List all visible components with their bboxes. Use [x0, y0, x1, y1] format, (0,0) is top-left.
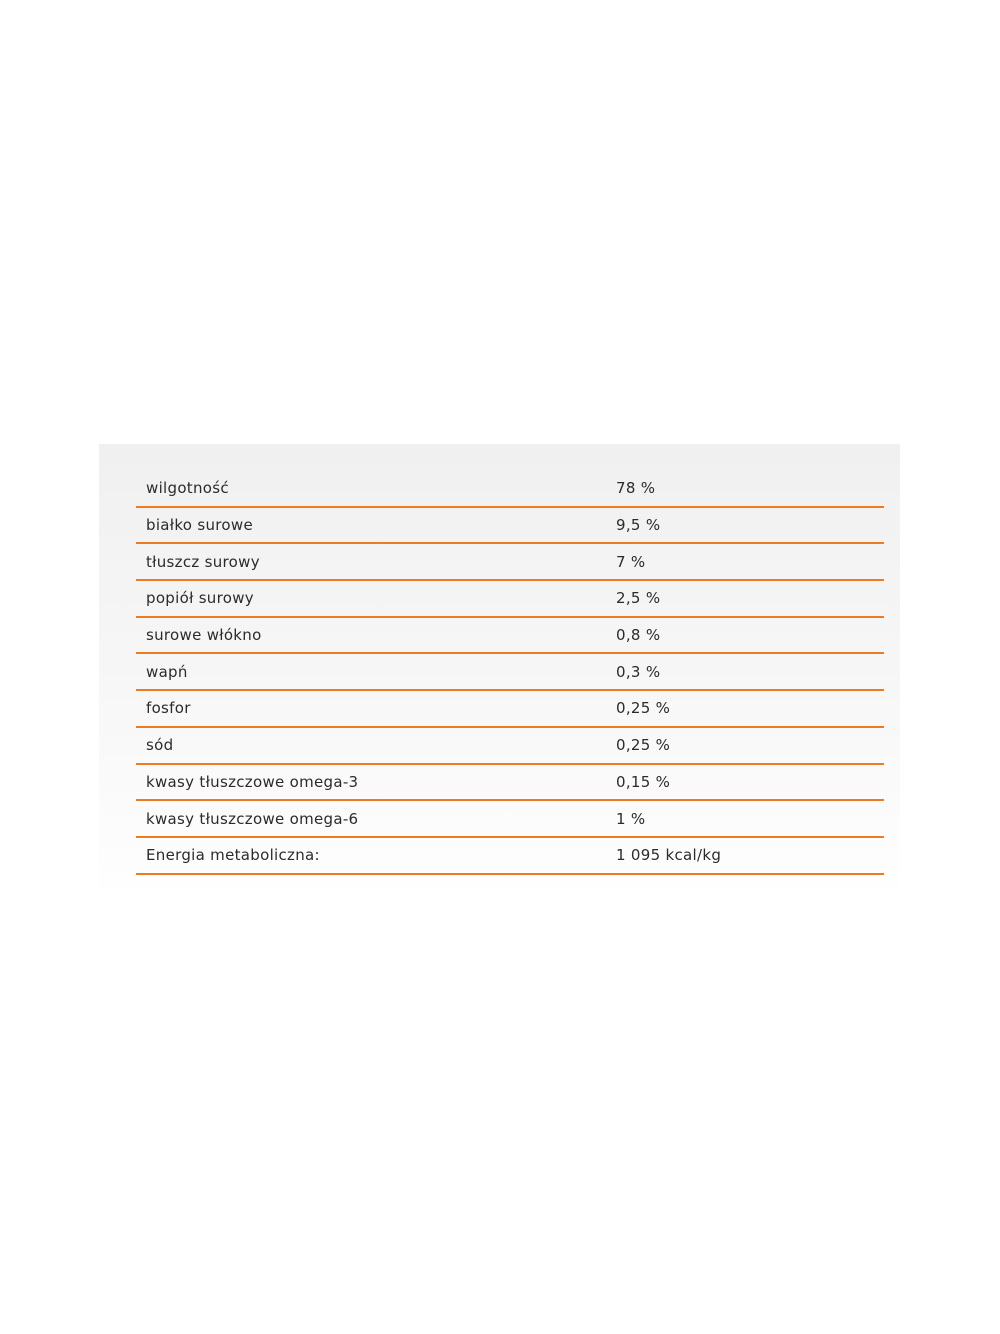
nutrient-value: 0,3 % [616, 662, 661, 681]
nutrient-name: Energia metaboliczna: [146, 846, 320, 865]
nutrient-value: 9,5 % [616, 516, 661, 535]
nutrient-value: 7 % [616, 552, 646, 571]
nutrient-name: białko surowe [146, 516, 253, 535]
table-row [136, 581, 884, 618]
nutrient-value: 0,25 % [616, 699, 671, 718]
nutrient-value: 0,8 % [616, 626, 661, 645]
nutrient-value: 1 095 kcal/kg [616, 846, 722, 865]
nutrient-name: surowe włókno [146, 626, 262, 645]
table-row [136, 618, 884, 655]
table-row [136, 801, 884, 838]
table-row [136, 544, 884, 581]
nutrient-value: 0,15 % [616, 772, 671, 791]
nutrient-name: popiół surowy [146, 589, 254, 608]
table-row [136, 765, 884, 802]
nutrient-name: kwasy tłuszczowe omega-6 [146, 809, 359, 828]
nutrient-value: 2,5 % [616, 589, 661, 608]
table-row [136, 728, 884, 765]
table-row [136, 508, 884, 545]
nutrient-name: wapń [146, 662, 188, 681]
nutrient-name: wilgotność [146, 479, 229, 498]
nutrient-value: 1 % [616, 809, 646, 828]
table-row [136, 654, 884, 691]
nutrient-name: tłuszcz surowy [146, 552, 260, 571]
table-row [136, 838, 884, 875]
nutrient-name: sód [146, 736, 174, 755]
nutrition-panel [99, 444, 900, 889]
table-row [136, 471, 884, 508]
nutrient-name: kwasy tłuszczowe omega-3 [146, 772, 359, 791]
nutrient-value: 0,25 % [616, 736, 671, 755]
nutrient-name: fosfor [146, 699, 191, 718]
table-row [136, 691, 884, 728]
nutrition-table [136, 471, 884, 875]
nutrient-value: 78 % [616, 479, 656, 498]
